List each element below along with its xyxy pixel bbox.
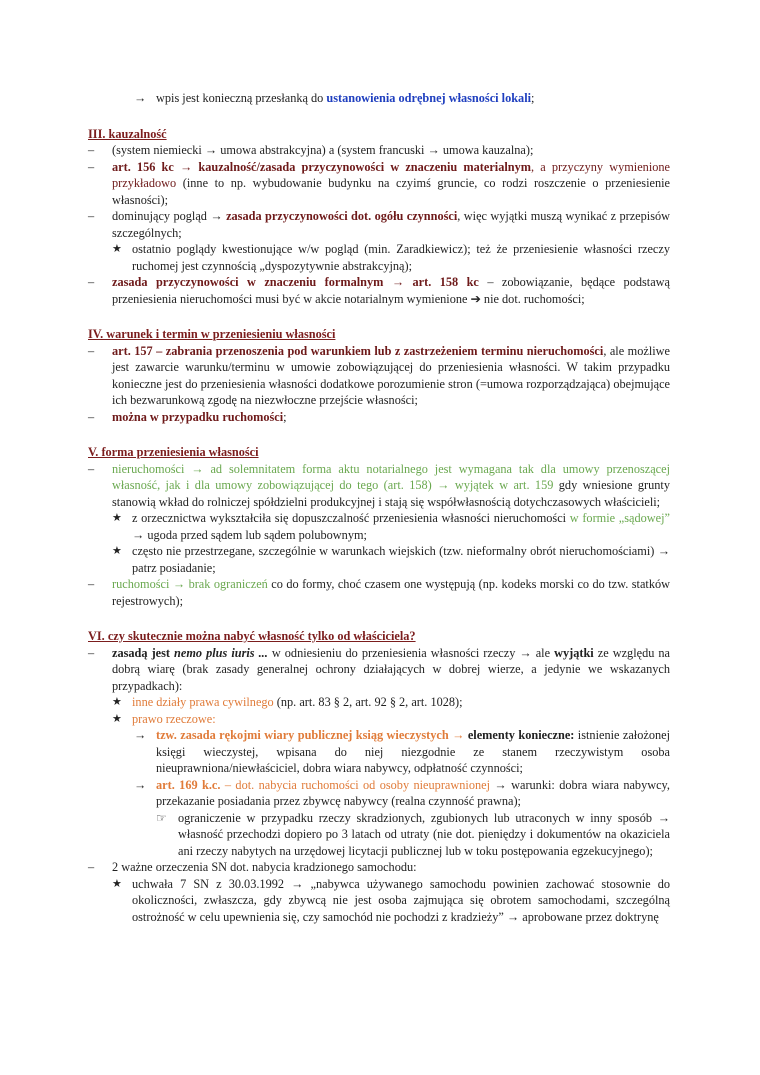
star-bullet-icon: ★	[112, 243, 122, 255]
star-bullet-icon: ★	[112, 545, 122, 557]
list-item: – (system niemiecki → umowa abstrakcyjna) a (system francuski → umowa kauzalna);	[88, 143, 534, 157]
star-bullet-icon: ★	[112, 696, 122, 708]
list-item: – zasadą jest nemo plus iuris ... w odniesieniu do przeniesienia własności rzeczy → ale wyjątki ze względu na dobrą wiarę (brak zasady generalnej ochrony działających w dobrej wierze, a jedynie we wskazanych przypadkach):	[88, 645, 671, 693]
sub-list-item: ★ z orzecznictwa wykształciła się dopuszczalność przeniesienia własności nieruchomości w formie „sądowej” → ugoda przed sądem lub sądem polubownym;	[112, 511, 670, 542]
document-page	[88, 90, 670, 925]
section-heading-vi: VI. czy skutecznie można nabyć własność tylko od właściciela?	[88, 629, 416, 643]
section-heading-v: V. forma przeniesienia własności	[88, 445, 259, 459]
dash-icon: –	[88, 275, 95, 289]
dash-icon: –	[88, 409, 95, 424]
dash-icon: –	[88, 143, 95, 157]
dash-icon: –	[88, 209, 95, 223]
sub-list-item: ★ uchwała 7 SN z 30.03.1992 → „nabywca używanego samochodu powinien zachować stosownie do okoliczności, zwłaszcza, gdy zbywcą nie jest osoba zajmująca się obrotem samochodami, szczególną ostrożność w celu upewnienia się, czy samochód nie pochodzi z kradzieży” → aprobowane przez doktrynę	[112, 876, 670, 924]
sub-list-item: ★ prawo rzeczowe:	[112, 711, 216, 726]
arrow-icon: →	[134, 91, 147, 105]
dash-icon: –	[88, 461, 95, 476]
dash-icon: –	[88, 577, 95, 591]
list-item: – 2 ważne orzeczenia SN dot. nabycia kradzionego samochodu:	[88, 860, 417, 874]
sub-list-item: ★ inne działy prawa cywilnego (np. art. 83 § 2, art. 92 § 2, art. 1028);	[112, 695, 463, 709]
star-bullet-icon: ★	[112, 712, 122, 725]
list-item: – zasada przyczynowości w znaczeniu formalnym → art. 158 kc – zobowiązanie, będące podstawą przeniesienia nieruchomości musi być w akcie notarialnym wymienione ➔ nie dot. ruchomości;	[88, 275, 670, 306]
list-item: – art. 157 – zabrania przenoszenia pod warunkiem lub z zastrzeżeniem terminu nieruchomości, ale możliwe jest zawarcie warunku/terminu w umowie zobowiązującej do przeniesienia własności. W takim przypadku konieczne jest do przeniesienia własności dodatkowe porozumienie stron (=umowa rozporządzająca) obejmujące ich bezwarunkową zgodę na niezwłoczne przejście własności;	[88, 343, 670, 407]
section-heading-iv: IV. warunek i termin w przeniesieniu własności	[88, 327, 336, 341]
pointing-hand-icon: ☞	[156, 810, 167, 825]
dash-icon: –	[88, 159, 95, 174]
dash-icon: –	[88, 860, 95, 874]
dash-icon: –	[88, 645, 95, 660]
arrow-icon: →	[134, 777, 147, 792]
top-highlight: ustanowienia odrębnej własności lokali	[326, 91, 532, 105]
list-item: – art. 156 kc → kauzalność/zasada przyczynowości w znaczeniu materialnym, a przyczyny wymienione przykładowo (inne to np. wybudowanie budynku na czyimś gruncie, co rodzi roszczenie o przeniesienie własności);	[88, 159, 670, 207]
sub-list-item: ★ ostatnio poglądy kwestionujące w/w pogląd (min. Zaradkiewicz); też że przeniesienie własności rzeczy ruchomej jest czynnością „dyspozytywnie abstrakcyjną);	[112, 242, 670, 273]
star-bullet-icon: ★	[112, 877, 122, 890]
hand-list-item: ☞ ograniczenie w przypadku rzeczy skradzionych, zgubionych lub utraconych w inny sposób → własność przechodzi dopiero po 3 latach od utraty (nie dot. pieniędzy i dokumentów na okaziciela ani rzeczy nabytych na urzędowej licytacji publicznej lub w toku postępowania egzekucyjnego);	[156, 810, 670, 858]
arrow-list-item: → tzw. zasada rękojmi wiary publicznej ksiąg wieczystych → elementy konieczne: istnienie założonej księgi wieczystej, wpisana do niej niezgodnie ze stanem rzeczywistym osoba nieuprawniona/niewłaściciel, dobra wiara nabywcy, odpłatność czynności;	[134, 728, 670, 775]
arrow-icon: →	[134, 728, 147, 742]
list-item: – można w przypadku ruchomości;	[88, 409, 287, 424]
list-item: – ruchomości → brak ograniczeń co do formy, choć czasem one występują (np. kodeks morski co do tzw. statków rejestrowych);	[88, 577, 670, 608]
list-item: – nieruchomości → ad solemnitatem forma aktu notarialnego jest wymagana tak dla umowy przenoszącej własność, jak i dla umowy zobowiązującej do tego (art. 158) → wyjątek w art. 159 gdy wniesione grunty stanowią wkład do rolniczej spółdzielni produkcyjnej i stają się współwłasnością dotychczasowych właścicieli;	[88, 461, 670, 509]
top-line: → wpis jest konieczną przesłanką do ustanowienia odrębnej własności lokali;	[134, 91, 535, 105]
dash-icon: –	[88, 343, 95, 358]
star-bullet-icon: ★	[112, 512, 122, 524]
section-heading-iii: III. kauzalność	[88, 126, 167, 141]
list-item: – dominujący pogląd → zasada przyczynowości dot. ogółu czynności, więc wyjątki muszą wynikać z przepisów szczególnych;	[88, 209, 671, 240]
arrow-list-item: → art. 169 k.c. – dot. nabycia ruchomości od osoby nieuprawnionej → warunki: dobra wiara nabywcy, przekazanie posiadania przez zbywcę nabywcy (realna czynność prawna);	[134, 777, 670, 808]
sub-list-item: ★ często nie przestrzegane, szczególnie w warunkach wiejskich (tzw. nieformalny obrót nieruchomościami) → patrz posiadanie;	[112, 544, 670, 575]
top-text: wpis jest konieczną przesłanką do	[156, 91, 327, 105]
